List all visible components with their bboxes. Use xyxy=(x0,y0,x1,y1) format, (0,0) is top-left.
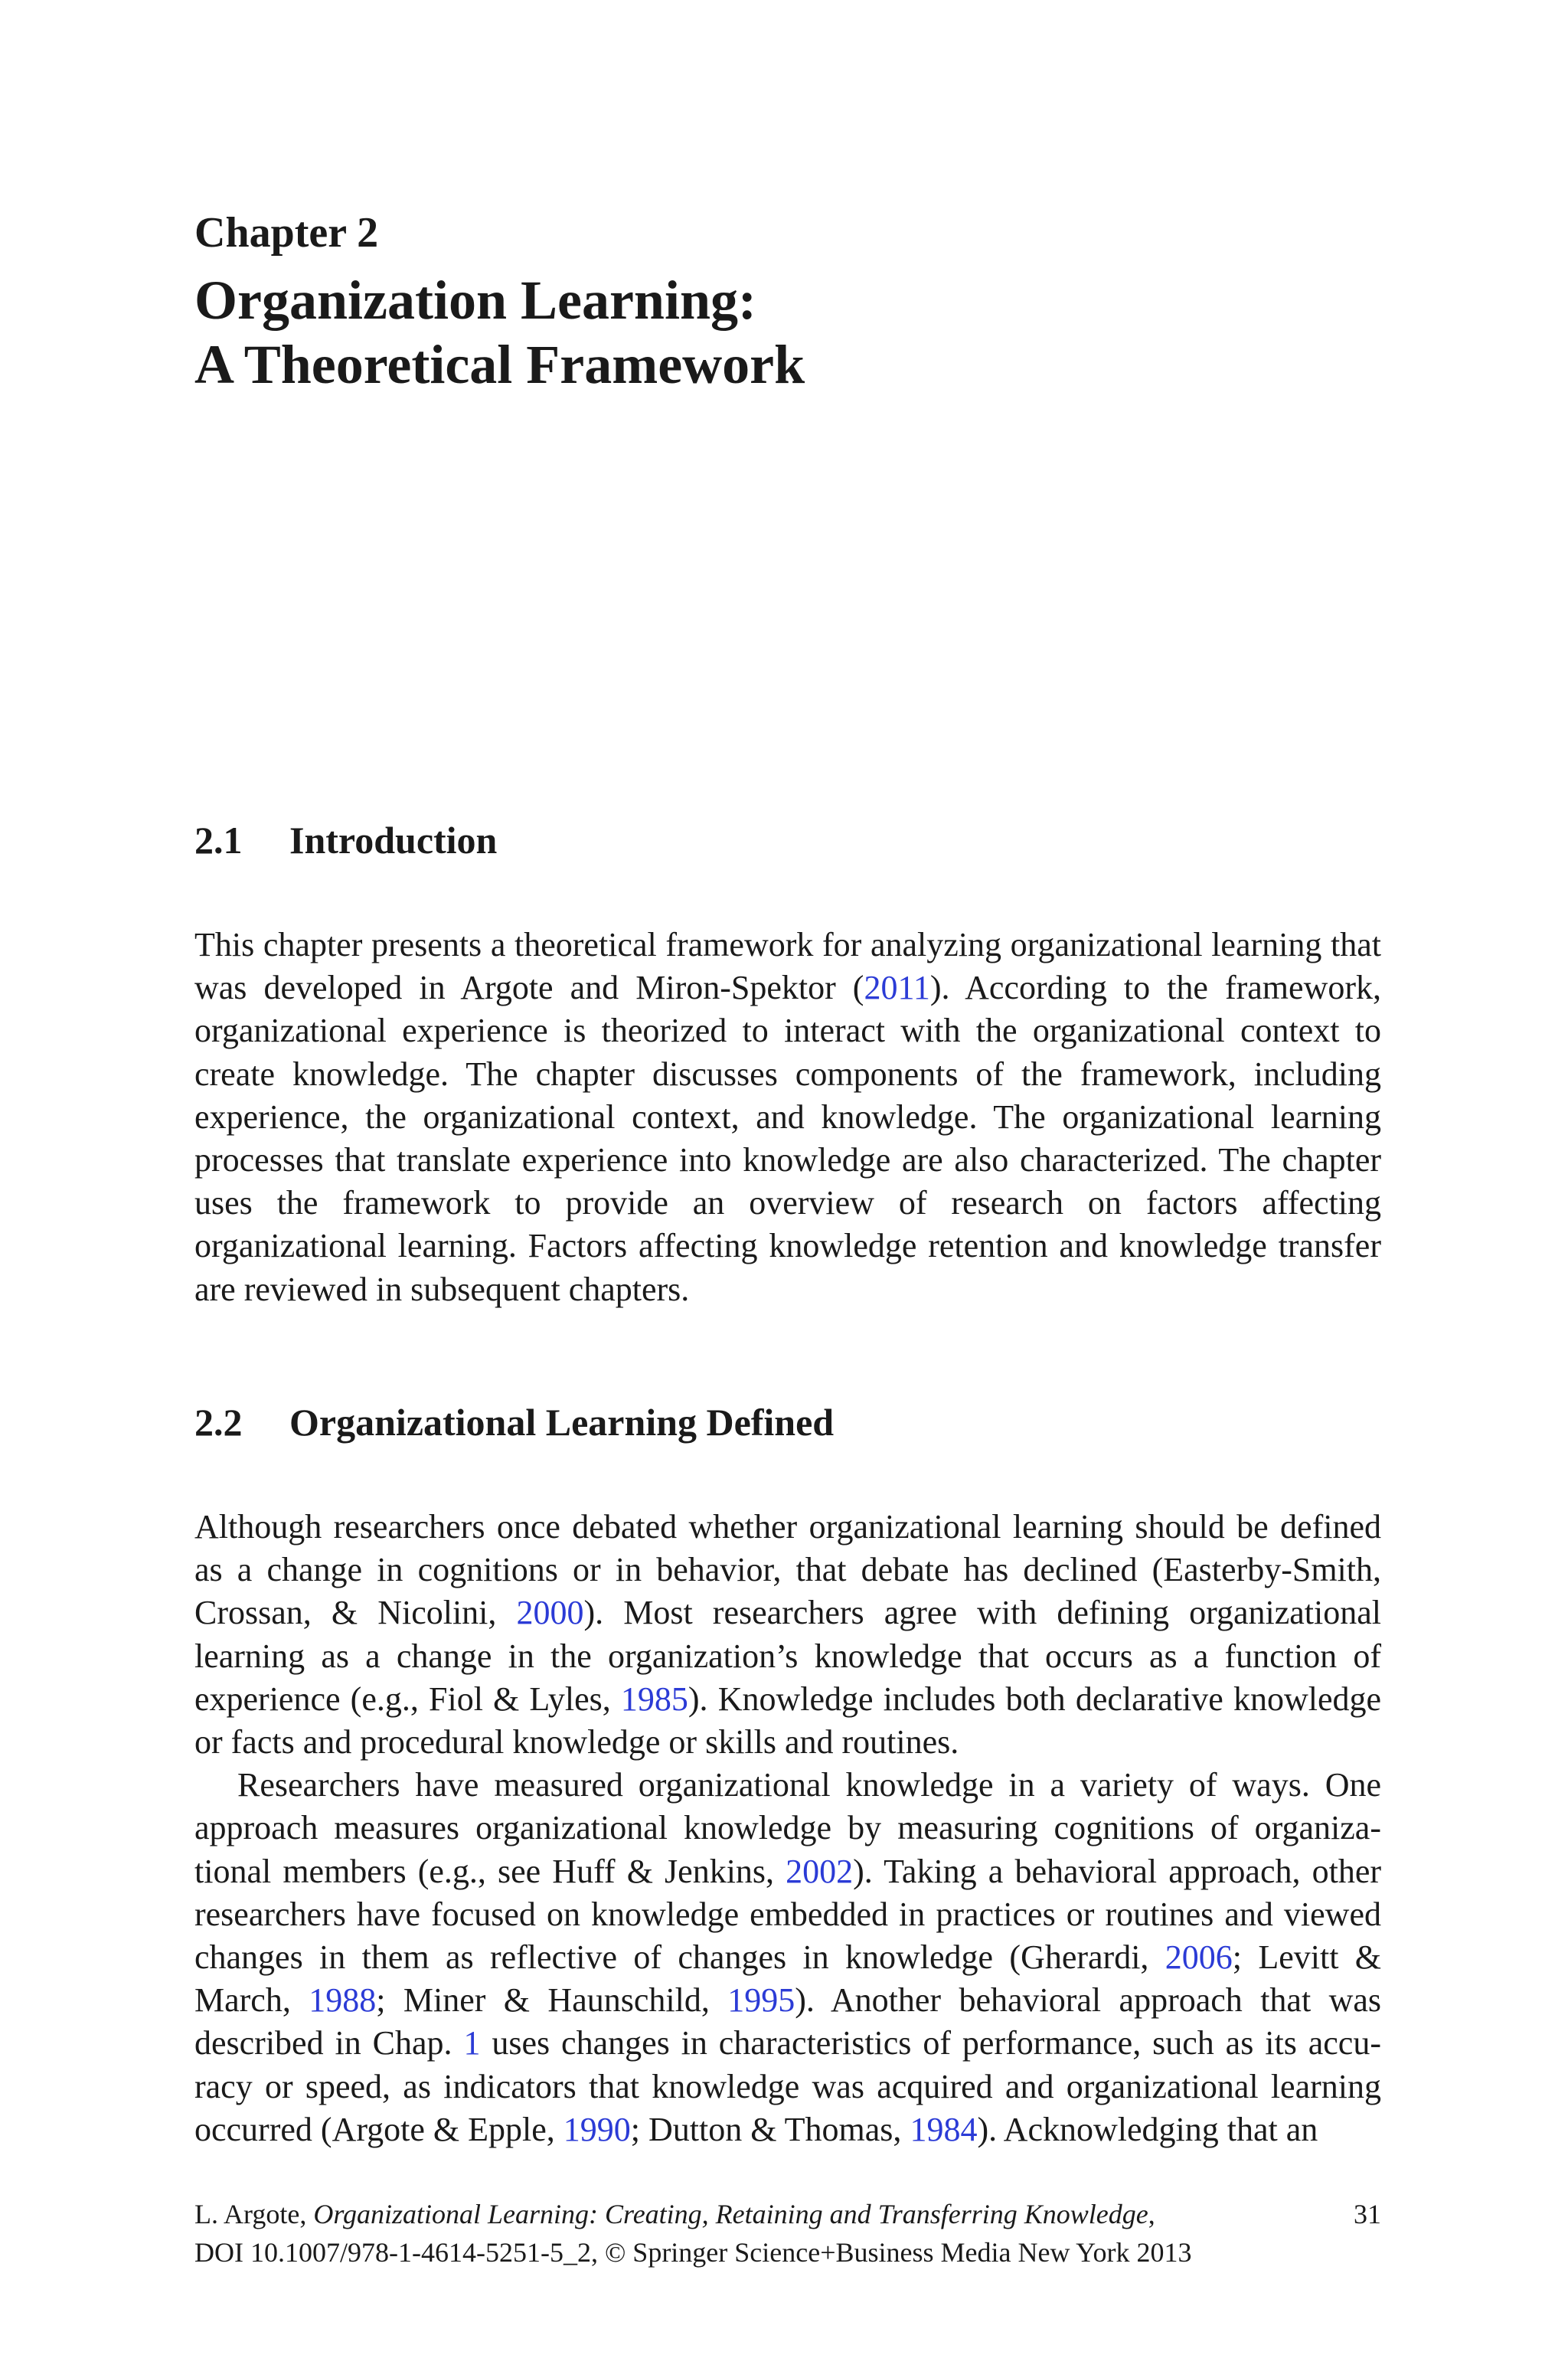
text-run: ). Knowledge includes both declarative knowledge or facts and procedural knowledge or skills and routines. xyxy=(194,1680,1381,1761)
citation-link[interactable]: 2006 xyxy=(1165,1938,1233,1977)
footer-doi-line: DOI 10.1007/978-1-4614-5251-5_2, © Springer Science+Business Media New York 2013 xyxy=(194,2237,1192,2268)
text-run: ). Acknowledging that an xyxy=(977,2110,1318,2148)
chapter-title xyxy=(194,268,805,397)
page-number: 31 xyxy=(1354,2199,1381,2229)
section-number: 2.2 xyxy=(194,1401,243,1444)
text-run: ). Taking a behavioral approach, other researchers have focused on knowledge embedded in practices or routines and viewed changes in them as reflective of changes in knowledge (Gherardi, xyxy=(194,1852,1382,1977)
text-run: ; Dutton & Thomas, xyxy=(630,2110,910,2148)
chapter-title-line-1: Organization Learning: xyxy=(194,270,756,331)
text-run: ; Levitt & March, xyxy=(194,1938,1382,2020)
citation-link[interactable]: 1985 xyxy=(620,1680,688,1718)
citation-link[interactable]: 1995 xyxy=(727,1981,795,2020)
footer-book-title: Organizational Learning: Creating, Retaining and Transferring Knowledge xyxy=(313,2199,1148,2229)
chapter-link[interactable]: 1 xyxy=(463,2024,481,2062)
introduction-body xyxy=(194,924,1381,1311)
citation-link[interactable]: 2000 xyxy=(516,1594,584,1632)
text-run: ; Miner & Haunschild, xyxy=(376,1981,728,2020)
text-run: This chapter presents a theoretical framework for analyzing organizational learning that was developed in Argote and Miron-Spektor ( xyxy=(194,926,1381,1007)
text-run: Although researchers once debated whether organizational learning should be defined as a change in cognitions or in behavior, that debate has declined (Easterby-Smith, Crossan, & Nicolini, xyxy=(194,1508,1381,1632)
section-title: Introduction xyxy=(289,819,498,862)
text-run: ). Most researchers agree with defining organizational learning as a change in the organization’s knowledge that occurs as a function of experience (e.g., Fiol & Lyles, xyxy=(194,1594,1381,1718)
chapter-title-line-2: A Theoretical Framework xyxy=(194,334,805,395)
section-heading-organizational-learning-defined xyxy=(194,1400,834,1444)
citation-link[interactable]: 2011 xyxy=(864,969,930,1007)
text-run: ). Another behavioral approach that was described in Chap. xyxy=(194,1981,1382,2062)
chapter-label: Chapter 2 xyxy=(194,209,379,257)
section-number: 2.1 xyxy=(194,819,243,862)
text-run: uses changes in characteristics of performance, such as its accuracy or speed, as indicators that knowledge was acquired and organizational learning occurred (Argote & Epple, xyxy=(194,2024,1381,2148)
text-run: ). According to the framework, organizational experience is theorized to interact with the organizational context to create knowledge. The chapter discusses components of the framework, including experience, the organizational context, and knowledge. The organizational learning processes that translate experience into knowledge are also characterized. The chapter uses the framework to provide an overview of research on factors affecting organizational learning. Factors affecting knowledge retention and knowledge transfer are reviewed in subsequent chapters. xyxy=(194,969,1381,1308)
footer-punctuation: , xyxy=(1148,2199,1155,2229)
paragraph xyxy=(194,924,1381,1311)
section-heading-introduction xyxy=(194,818,497,862)
section-title: Organizational Learning Defined xyxy=(289,1401,835,1444)
footer-citation-line xyxy=(194,2195,1381,2233)
citation-link[interactable]: 1988 xyxy=(309,1981,377,2020)
page-footer xyxy=(194,2195,1381,2272)
paragraph xyxy=(194,1764,1381,2151)
citation-link[interactable]: 1984 xyxy=(910,2110,978,2148)
text-run: Researchers have measured organizational knowledge in a variety of ways. One approach measures organizational knowledge by measuring cognitions of organizational members (e.g., see Huff & Jenkins, xyxy=(194,1766,1381,1890)
citation-link[interactable]: 1990 xyxy=(563,2110,631,2148)
footer-author: L. Argote, xyxy=(194,2199,314,2229)
paragraph xyxy=(194,1506,1381,1764)
definition-body xyxy=(194,1506,1381,2151)
citation-link[interactable]: 2002 xyxy=(786,1852,854,1890)
